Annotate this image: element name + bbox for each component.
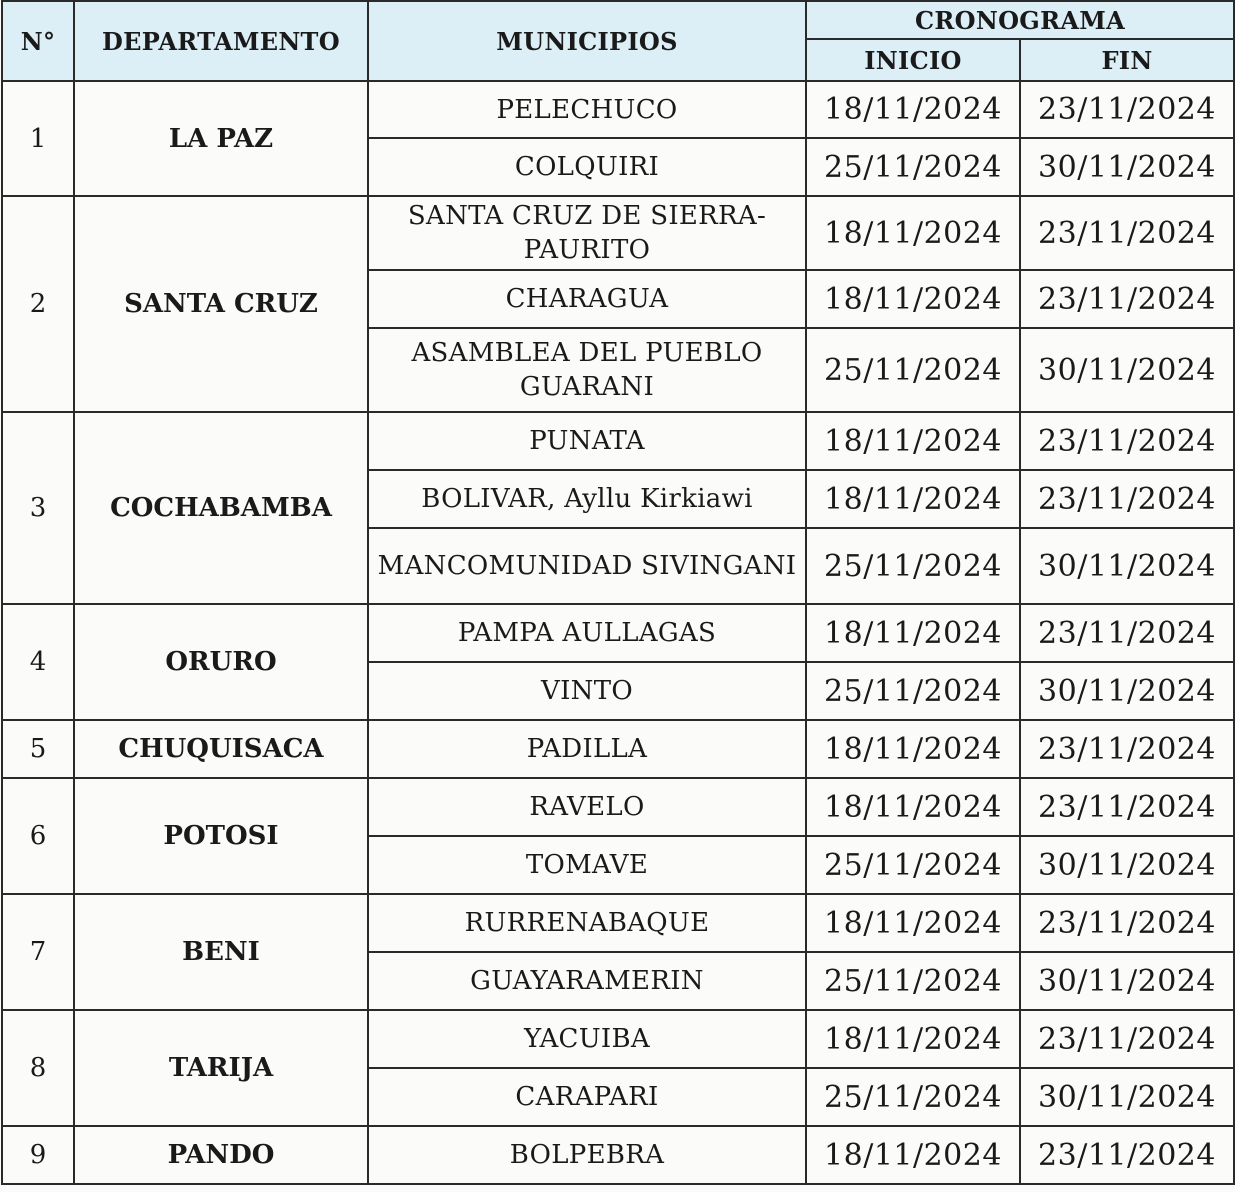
inicio-date-cell: 18/11/2024 xyxy=(806,720,1020,778)
fin-date-cell: 23/11/2024 xyxy=(1020,604,1234,662)
inicio-date-cell: 18/11/2024 xyxy=(806,1126,1020,1184)
fin-date-cell: 30/11/2024 xyxy=(1020,836,1234,894)
table-row xyxy=(2,894,1234,952)
fin-date-cell: 23/11/2024 xyxy=(1020,720,1234,778)
header-municipios: MUNICIPIOS xyxy=(368,1,806,81)
fin-date-cell: 30/11/2024 xyxy=(1020,1068,1234,1126)
inicio-date-cell: 25/11/2024 xyxy=(806,836,1020,894)
municipio-cell: SANTA CRUZ DE SIERRA- PAURITO xyxy=(368,196,806,270)
municipio-cell: TOMAVE xyxy=(368,836,806,894)
municipio-cell: COLQUIRI xyxy=(368,138,806,196)
fin-date-cell: 23/11/2024 xyxy=(1020,1010,1234,1068)
fin-date-cell: 23/11/2024 xyxy=(1020,1126,1234,1184)
inicio-date-cell: 18/11/2024 xyxy=(806,470,1020,528)
table-body xyxy=(2,81,1234,1184)
fin-date-cell: 30/11/2024 xyxy=(1020,328,1234,412)
fin-date-cell: 23/11/2024 xyxy=(1020,470,1234,528)
departamento-cell: TARIJA xyxy=(74,1010,368,1126)
municipio-cell: PAMPA AULLAGAS xyxy=(368,604,806,662)
fin-date-cell: 30/11/2024 xyxy=(1020,952,1234,1010)
inicio-date-cell: 25/11/2024 xyxy=(806,1068,1020,1126)
table-row xyxy=(2,412,1234,470)
municipio-cell: RAVELO xyxy=(368,778,806,836)
departamento-cell: LA PAZ xyxy=(74,81,368,196)
municipio-cell: BOLPEBRA xyxy=(368,1126,806,1184)
municipio-cell: ASAMBLEA DEL PUEBLO GUARANI xyxy=(368,328,806,412)
inicio-date-cell: 25/11/2024 xyxy=(806,328,1020,412)
inicio-date-cell: 25/11/2024 xyxy=(806,528,1020,604)
table-row xyxy=(2,778,1234,836)
header-num: N° xyxy=(2,1,74,81)
table-row xyxy=(2,1126,1234,1184)
fin-date-cell: 23/11/2024 xyxy=(1020,270,1234,328)
inicio-date-cell: 18/11/2024 xyxy=(806,81,1020,138)
municipio-cell: CARAPARI xyxy=(368,1068,806,1126)
municipio-cell: VINTO xyxy=(368,662,806,720)
fin-date-cell: 23/11/2024 xyxy=(1020,778,1234,836)
inicio-date-cell: 25/11/2024 xyxy=(806,138,1020,196)
row-number: 9 xyxy=(2,1126,74,1184)
municipio-cell: BOLIVAR, Ayllu Kirkiawi xyxy=(368,470,806,528)
row-number: 5 xyxy=(2,720,74,778)
table-row xyxy=(2,1010,1234,1068)
departamento-cell: BENI xyxy=(74,894,368,1010)
fin-date-cell: 23/11/2024 xyxy=(1020,196,1234,270)
fin-date-cell: 30/11/2024 xyxy=(1020,662,1234,720)
inicio-date-cell: 18/11/2024 xyxy=(806,196,1020,270)
municipio-cell: MANCOMUNIDAD SIVINGANI xyxy=(368,528,806,604)
municipio-cell: PELECHUCO xyxy=(368,81,806,138)
fin-date-cell: 30/11/2024 xyxy=(1020,138,1234,196)
inicio-date-cell: 18/11/2024 xyxy=(806,778,1020,836)
fin-date-cell: 23/11/2024 xyxy=(1020,81,1234,138)
table-row xyxy=(2,81,1234,138)
row-number: 2 xyxy=(2,196,74,412)
inicio-date-cell: 18/11/2024 xyxy=(806,1010,1020,1068)
row-number: 3 xyxy=(2,412,74,604)
row-number: 1 xyxy=(2,81,74,196)
departamento-cell: SANTA CRUZ xyxy=(74,196,368,412)
inicio-date-cell: 18/11/2024 xyxy=(806,894,1020,952)
header-fin: FIN xyxy=(1020,39,1234,81)
inicio-date-cell: 18/11/2024 xyxy=(806,604,1020,662)
fin-date-cell: 23/11/2024 xyxy=(1020,894,1234,952)
header-cronograma: CRONOGRAMA xyxy=(806,1,1234,39)
inicio-date-cell: 25/11/2024 xyxy=(806,662,1020,720)
departamento-cell: ORURO xyxy=(74,604,368,720)
fin-date-cell: 23/11/2024 xyxy=(1020,412,1234,470)
inicio-date-cell: 25/11/2024 xyxy=(806,952,1020,1010)
table-header xyxy=(2,1,1234,81)
row-number: 7 xyxy=(2,894,74,1010)
inicio-date-cell: 18/11/2024 xyxy=(806,412,1020,470)
table-row xyxy=(2,720,1234,778)
row-number: 4 xyxy=(2,604,74,720)
municipio-cell: YACUIBA xyxy=(368,1010,806,1068)
table-row xyxy=(2,196,1234,270)
inicio-date-cell: 18/11/2024 xyxy=(806,270,1020,328)
municipio-cell: CHARAGUA xyxy=(368,270,806,328)
header-inicio: INICIO xyxy=(806,39,1020,81)
fin-date-cell: 30/11/2024 xyxy=(1020,528,1234,604)
departamento-cell: CHUQUISACA xyxy=(74,720,368,778)
departamento-cell: COCHABAMBA xyxy=(74,412,368,604)
table-row xyxy=(2,604,1234,662)
row-number: 6 xyxy=(2,778,74,894)
municipio-cell: PUNATA xyxy=(368,412,806,470)
departamento-cell: PANDO xyxy=(74,1126,368,1184)
municipio-cell: GUAYARAMERIN xyxy=(368,952,806,1010)
municipio-cell: PADILLA xyxy=(368,720,806,778)
row-number: 8 xyxy=(2,1010,74,1126)
header-departamento: DEPARTAMENTO xyxy=(74,1,368,81)
municipio-cell: RURRENABAQUE xyxy=(368,894,806,952)
schedule-table xyxy=(1,0,1235,1185)
departamento-cell: POTOSI xyxy=(74,778,368,894)
